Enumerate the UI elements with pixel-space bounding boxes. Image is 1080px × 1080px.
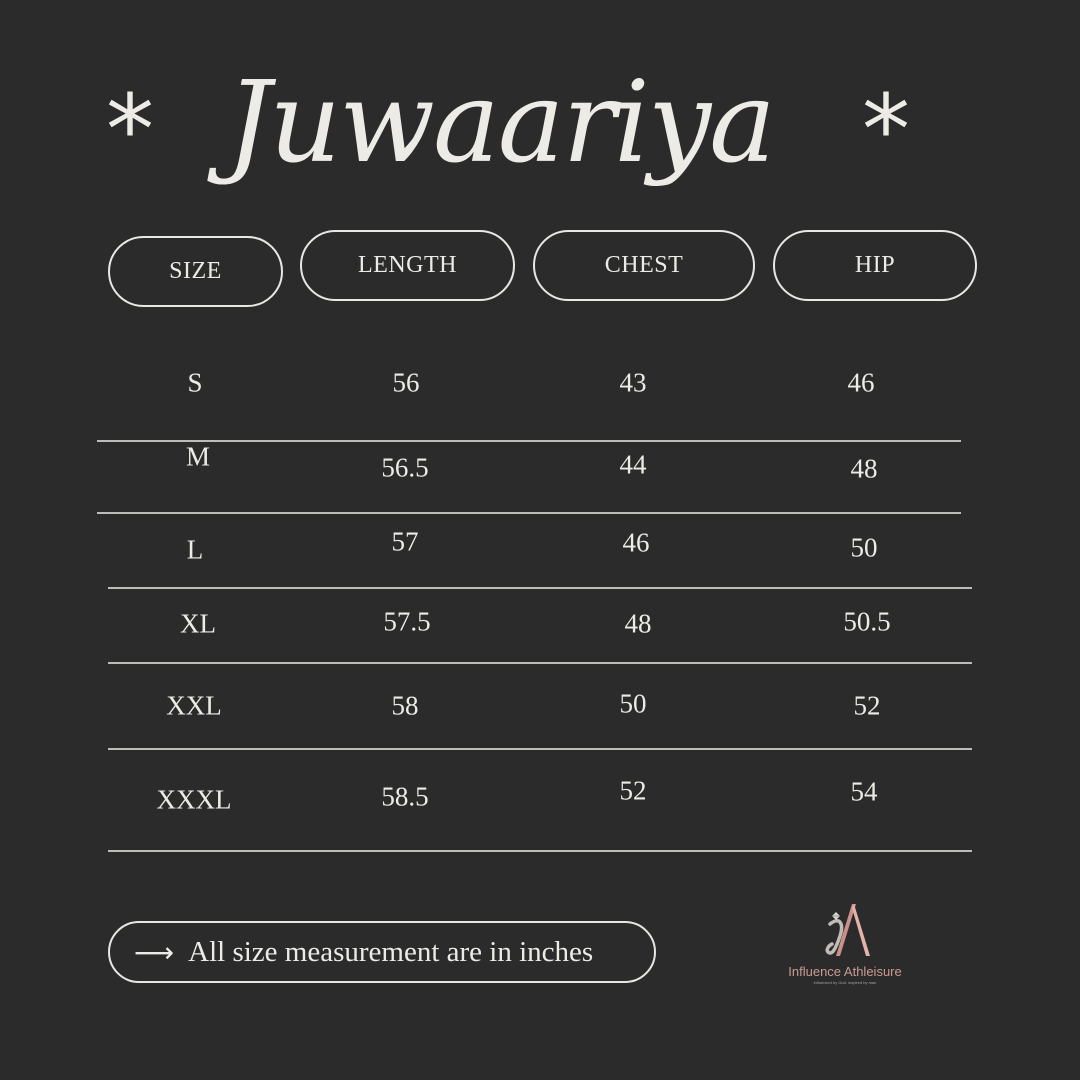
header-chest-label: CHEST <box>604 252 684 278</box>
brand-monogram-icon <box>770 898 920 964</box>
row-divider <box>97 440 961 442</box>
chest-cell: 48 <box>624 608 652 639</box>
hip-cell: 54 <box>850 776 878 807</box>
header-hip-label: HIP <box>854 252 896 278</box>
header-length <box>300 230 515 301</box>
header-length-label: LENGTH <box>358 252 457 278</box>
length-cell: 56 <box>392 367 420 398</box>
brand-name: Influence Athleisure <box>788 964 902 979</box>
measurement-note <box>108 921 656 983</box>
brand-logo <box>770 898 920 990</box>
size-cell: L <box>186 534 204 565</box>
hip-cell: 50 <box>850 532 878 563</box>
page-title: Juwaariya <box>226 58 774 188</box>
size-cell: XL <box>180 608 216 639</box>
size-cell: S <box>187 367 203 398</box>
chest-cell: 46 <box>622 527 650 558</box>
header-size-label: SIZE <box>169 258 222 284</box>
header-hip <box>773 230 977 301</box>
row-divider <box>108 748 972 750</box>
size-cell: XXXL <box>156 784 232 815</box>
length-cell: 58.5 <box>381 781 429 812</box>
length-cell: 57.5 <box>383 606 431 637</box>
measurement-note-text: All size measurement are in inches <box>188 935 594 968</box>
hip-cell: 46 <box>847 367 875 398</box>
size-cell: XXL <box>166 690 222 721</box>
chest-cell: 44 <box>619 449 647 480</box>
asterisk-right: * <box>862 74 910 186</box>
length-cell: 57 <box>391 526 419 557</box>
chest-cell: 52 <box>619 775 647 806</box>
chest-cell: 50 <box>619 688 647 719</box>
header-size <box>108 236 283 307</box>
size-cell: M <box>185 441 211 472</box>
brand-tagline: influenced by God, inspired by man <box>813 980 877 985</box>
row-divider <box>108 587 972 589</box>
hip-cell: 50.5 <box>843 606 891 637</box>
header-chest <box>533 230 755 301</box>
row-divider <box>97 512 961 514</box>
hip-cell: 48 <box>850 453 878 484</box>
row-divider <box>108 662 972 664</box>
length-cell: 56.5 <box>381 452 429 483</box>
arrow-right-icon: ⟶ <box>134 935 175 969</box>
length-cell: 58 <box>391 690 419 721</box>
asterisk-left: * <box>106 74 154 186</box>
chest-cell: 43 <box>619 367 647 398</box>
table-bottom-divider <box>108 850 972 852</box>
hip-cell: 52 <box>853 690 881 721</box>
